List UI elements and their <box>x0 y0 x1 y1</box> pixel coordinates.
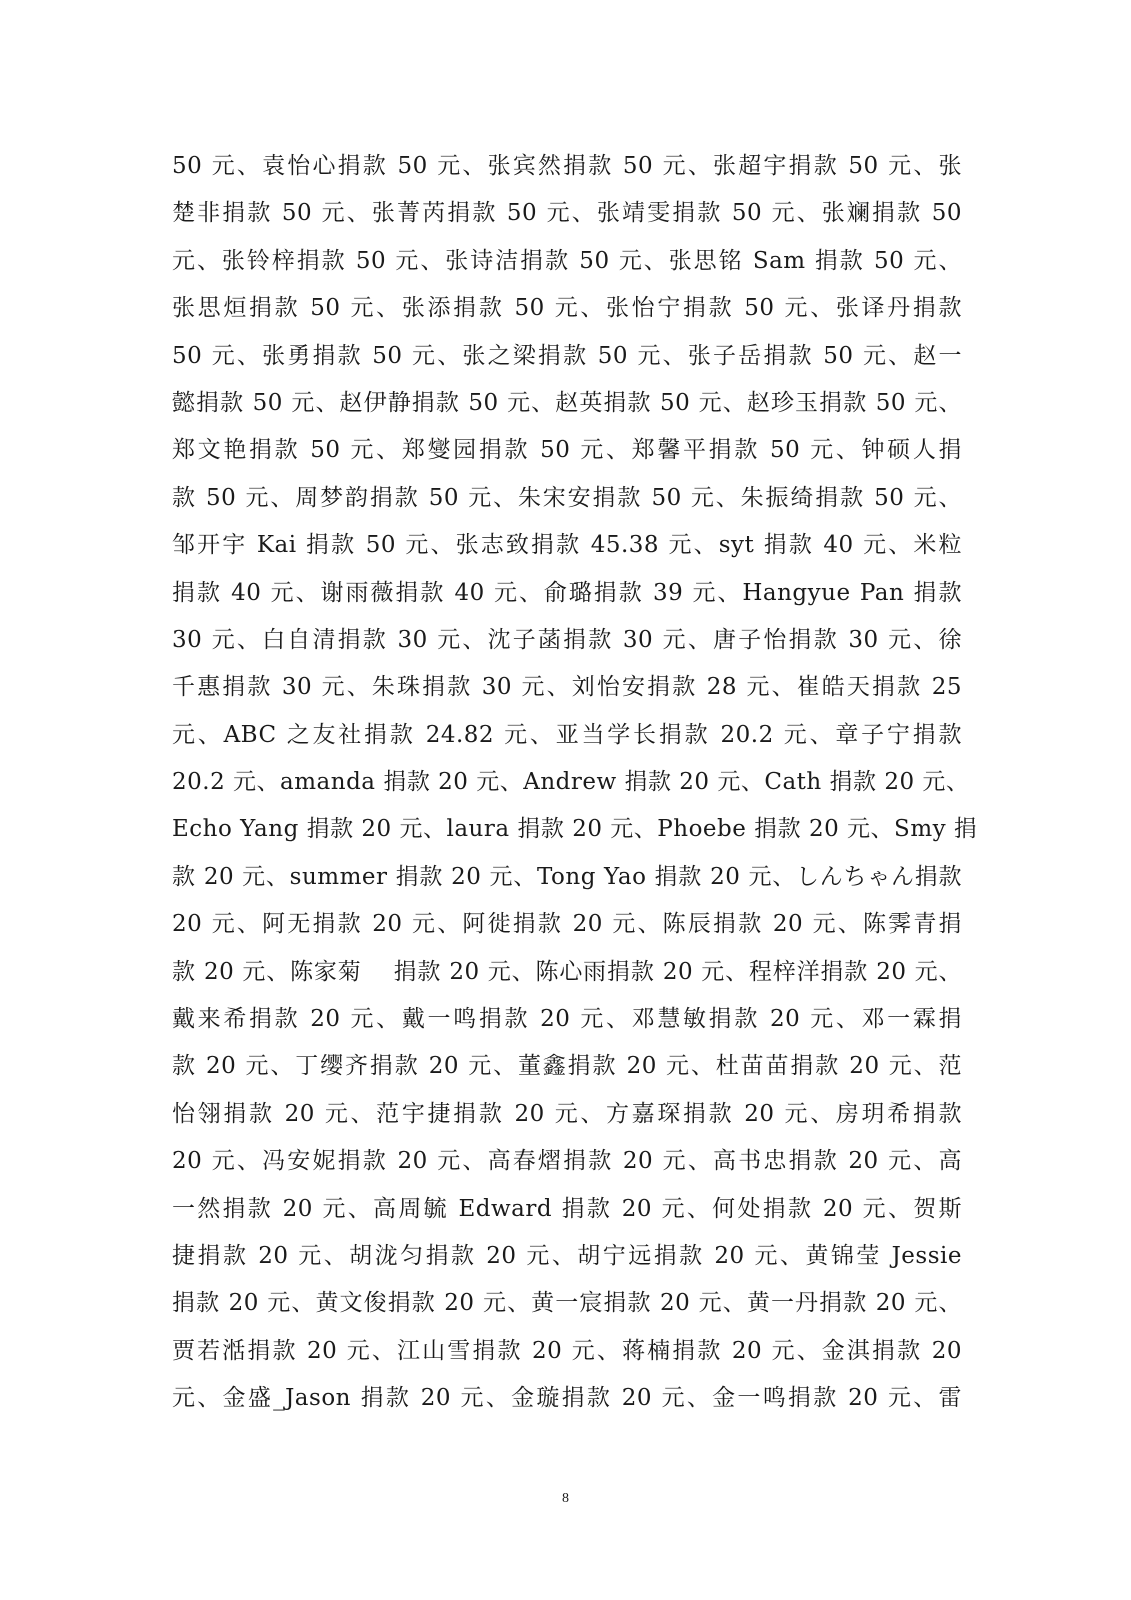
text-line-7: 郑文艳捐款 50 元、郑燮园捐款 50 元、郑馨平捐款 50 元、钟硕人捐 <box>172 437 962 464</box>
text-line-15: Echo Yang 捐款 20 元、laura 捐款 20 元、Phoebe 捐款 20 元、Smy 捐 <box>172 816 978 843</box>
text-line-19: 戴来希捐款 20 元、戴一鸣捐款 20 元、邓慧敏捐款 20 元、邓一霖捐 <box>172 1006 962 1033</box>
text-line-24: 捷捐款 20 元、胡泷匀捐款 20 元、胡宁远捐款 20 元、黄锦莹 Jessie <box>172 1242 962 1269</box>
text-line-8: 款 50 元、周梦韵捐款 50 元、朱宋安捐款 50 元、朱振绮捐款 50 元、 <box>172 484 962 511</box>
text-line-9: 邹开宇 Kai 捐款 50 元、张志致捐款 45.38 元、syt 捐款 40 元、米粒 <box>172 532 962 559</box>
text-line-1: 50 元、袁怡心捐款 50 元、张宾然捐款 50 元、张超宇捐款 50 元、张 <box>172 153 962 179</box>
text-line-10: 捐款 40 元、谢雨薇捐款 40 元、俞璐捐款 39 元、Hangyue Pan 捐款 <box>172 579 962 606</box>
text-line-5: 50 元、张勇捐款 50 元、张之梁捐款 50 元、张子岳捐款 50 元、赵一 <box>172 342 962 369</box>
text-line-25: 捐款 20 元、黄文俊捐款 20 元、黄一宸捐款 20 元、黄一丹捐款 20 元、 <box>172 1290 962 1317</box>
text-line-12: 千惠捐款 30 元、朱珠捐款 30 元、刘怡安捐款 28 元、崔皓天捐款 25 <box>172 674 962 701</box>
text-line-13: 元、ABC 之友社捐款 24.82 元、亚当学长捐款 20.2 元、章子宁捐款 <box>172 721 962 748</box>
text-line-21: 怡翎捐款 20 元、范宇捷捐款 20 元、方嘉琛捐款 20 元、房玥希捐款 <box>172 1100 962 1127</box>
text-line-4: 张思烜捐款 50 元、张添捐款 50 元、张怡宁捐款 50 元、张译丹捐款 <box>172 295 962 322</box>
text-line-20: 款 20 元、丁缨齐捐款 20 元、董鑫捐款 20 元、杜苗苗捐款 20 元、范 <box>172 1053 962 1080</box>
text-line-23: 一然捐款 20 元、高周毓 Edward 捐款 20 元、何处捐款 20 元、贺斯 <box>172 1195 962 1222</box>
text-line-11: 30 元、白自清捐款 30 元、沈子菡捐款 30 元、唐子怡捐款 30 元、徐 <box>172 626 962 653</box>
text-line-17: 20 元、阿无捐款 20 元、阿徙捐款 20 元、陈辰捐款 20 元、陈霁青捐 <box>172 911 962 938</box>
text-line-22: 20 元、冯安妮捐款 20 元、高春熠捐款 20 元、高书忠捐款 20 元、高 <box>172 1148 962 1175</box>
text-line-26: 贾若湉捐款 20 元、江山雪捐款 20 元、蒋楠捐款 20 元、金淇捐款 20 <box>172 1337 962 1364</box>
text-line-3: 元、张铃梓捐款 50 元、张诗洁捐款 50 元、张思铭 Sam 捐款 50 元、 <box>172 247 962 274</box>
page-number: 8 <box>562 1491 569 1506</box>
text-line-6: 懿捐款 50 元、赵伊静捐款 50 元、赵英捐款 50 元、赵珍玉捐款 50 元、 <box>172 389 962 416</box>
donation-list-body <box>172 143 978 1423</box>
text-line-18: 款 20 元、陈家菊 捐款 20 元、陈心雨捐款 20 元、程梓洋捐款 20 元、 <box>172 958 962 985</box>
text-line-16: 款 20 元、summer 捐款 20 元、Tong Yao 捐款 20 元、しんちゃん捐款 <box>172 863 962 890</box>
text-line-27: 元、金盛_Jason 捐款 20 元、金璇捐款 20 元、金一鸣捐款 20 元、雷 <box>172 1385 962 1412</box>
text-line-14: 20.2 元、amanda 捐款 20 元、Andrew 捐款 20 元、Cath 捐款 20 元、 <box>172 769 970 796</box>
text-line-2: 楚非捐款 50 元、张菁芮捐款 50 元、张靖雯捐款 50 元、张斓捐款 50 <box>172 200 962 227</box>
